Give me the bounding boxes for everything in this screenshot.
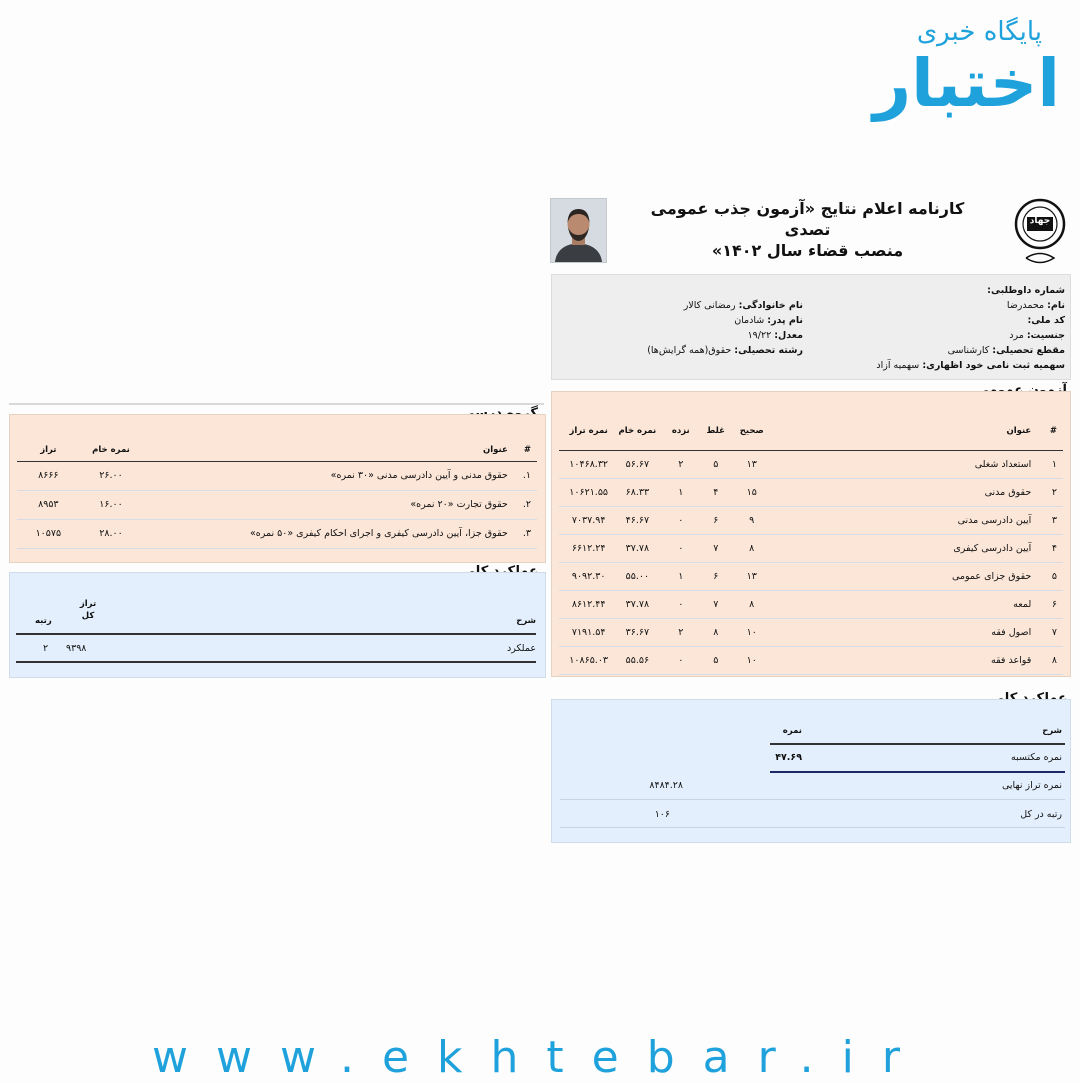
general-exam-panel bbox=[551, 391, 1071, 677]
father-name-label: نام پدر: bbox=[767, 315, 803, 326]
exam-cell-wrong: ۷ bbox=[713, 598, 719, 610]
exam-cell-raw: ۶۸.۳۳ bbox=[625, 486, 650, 498]
exam-cell-blank: ۰ bbox=[678, 654, 684, 666]
website-url[interactable]: www.ekhtebar.ir bbox=[152, 1032, 928, 1083]
last-name-value: رمضانی کالار bbox=[683, 300, 736, 311]
exam-cell-raw: ۵۶.۶۷ bbox=[625, 458, 650, 470]
candidate-photo bbox=[550, 198, 607, 263]
performance-score-header: نمره bbox=[782, 726, 802, 736]
table-row bbox=[559, 506, 1063, 534]
gpa bbox=[748, 330, 803, 341]
exam-cell-wrong: ۸ bbox=[713, 626, 719, 638]
row-divider bbox=[16, 661, 536, 663]
quota-value: سهمیه آزاد bbox=[876, 360, 920, 371]
exam-cell-correct: ۸ bbox=[749, 598, 755, 610]
exam-cell-blank: ۰ bbox=[678, 514, 684, 526]
col-standard: نمره تراز bbox=[559, 412, 618, 450]
group-cell-idx: ۲. bbox=[522, 499, 531, 510]
group-performance-panel bbox=[9, 572, 546, 678]
group-desc-header: شرح bbox=[516, 616, 536, 626]
col-raw: نمره خام bbox=[618, 412, 656, 450]
first-name-label: نام: bbox=[1047, 300, 1065, 311]
exam-cell-standard: ۶۶۱۲.۲۴ bbox=[571, 542, 606, 554]
exam-cell-correct: ۸ bbox=[749, 542, 755, 554]
report-title bbox=[640, 198, 975, 261]
exam-cell-idx: ۶ bbox=[1051, 598, 1057, 610]
exam-cell-subject: استعداد شغلی bbox=[974, 458, 1032, 470]
exam-cell-idx: ۲ bbox=[1051, 486, 1057, 498]
father-name bbox=[734, 315, 803, 326]
exam-cell-subject: آیین دادرسی کیفری bbox=[953, 542, 1032, 554]
group-cell-subject: حقوق تجارت «۲۰ نمره» bbox=[410, 499, 508, 510]
table-row bbox=[559, 478, 1063, 506]
general-exam-table bbox=[559, 412, 1063, 675]
earned-score-label: نمره مکتسبه bbox=[1010, 752, 1062, 763]
group-cell-standard: ۸۶۶۶ bbox=[38, 470, 59, 481]
exam-cell-wrong: ۵ bbox=[713, 458, 719, 470]
col-correct: صحیح bbox=[726, 412, 777, 450]
table-row bbox=[559, 618, 1063, 646]
col-subject: عنوان bbox=[777, 412, 1031, 450]
group-row-rank: ۲ bbox=[43, 643, 49, 654]
national-code-label: کد ملی: bbox=[1027, 315, 1065, 326]
general-performance-panel bbox=[551, 699, 1071, 843]
table-row bbox=[17, 519, 537, 548]
course-group-table bbox=[17, 439, 537, 549]
last-name bbox=[684, 300, 803, 311]
degree-value: کارشناسی bbox=[947, 345, 990, 356]
exam-cell-blank: ۱ bbox=[678, 486, 684, 498]
exam-cell-raw: ۵۵.۰۰ bbox=[625, 570, 650, 582]
table-row bbox=[559, 562, 1063, 590]
exam-cell-raw: ۳۷.۷۸ bbox=[625, 598, 650, 610]
last-name-label: نام خانوادگی: bbox=[738, 300, 803, 311]
exam-cell-subject: آیین دادرسی مدنی bbox=[957, 514, 1032, 526]
exam-cell-subject: حقوق جزای عمومی bbox=[951, 570, 1032, 582]
exam-cell-correct: ۱۰ bbox=[746, 654, 757, 666]
jahad-emblem-icon bbox=[1010, 197, 1070, 269]
quota bbox=[876, 360, 1065, 371]
gpa-label: معدل: bbox=[774, 330, 803, 341]
candidate-info-panel bbox=[551, 274, 1071, 380]
exam-cell-correct: ۱۰ bbox=[746, 626, 757, 638]
table-row bbox=[17, 490, 537, 519]
exam-cell-raw: ۳۶.۶۷ bbox=[625, 626, 650, 638]
group-total-header bbox=[78, 599, 98, 621]
exam-cell-subject: لمعه bbox=[1013, 598, 1032, 610]
group-cell-standard: ۸۹۵۳ bbox=[38, 499, 59, 510]
first-name-value: محمدرضا bbox=[1006, 300, 1045, 311]
exam-cell-wrong: ۵ bbox=[713, 654, 719, 666]
table-row bbox=[559, 534, 1063, 562]
exam-cell-correct: ۹ bbox=[749, 514, 755, 526]
gender bbox=[1009, 330, 1065, 341]
gpa-value: ۱۹/۲۲ bbox=[747, 330, 772, 341]
exam-cell-standard: ۸۶۱۲.۴۴ bbox=[571, 598, 606, 610]
volunteer-number bbox=[987, 285, 1065, 296]
header-divider bbox=[16, 633, 536, 635]
exam-cell-blank: ۲ bbox=[678, 458, 684, 470]
emblem-text: جهاد bbox=[1029, 216, 1051, 226]
group-row-label: عملکرد bbox=[506, 643, 536, 654]
exam-cell-idx: ۱ bbox=[1051, 458, 1057, 470]
exam-cell-correct: ۱۳ bbox=[746, 458, 757, 470]
exam-cell-blank: ۰ bbox=[678, 542, 684, 554]
exam-cell-standard: ۷۱۹۱.۵۴ bbox=[571, 626, 606, 638]
report-title-line2: منصب قضاء سال ۱۴۰۲» bbox=[711, 241, 904, 260]
exam-cell-blank: ۱ bbox=[678, 570, 684, 582]
group-cell-raw: ۲۸.۰۰ bbox=[99, 528, 123, 539]
group-row-total: ۹۳۹۸ bbox=[66, 643, 87, 654]
group-total-header-line2: کل bbox=[81, 611, 95, 621]
gender-label: جنسیت: bbox=[1026, 330, 1065, 341]
earned-score-value: ۴۷.۶۹ bbox=[775, 752, 802, 763]
volunteer-number-label: شماره داوطلبی: bbox=[987, 285, 1065, 296]
overall-rank-label: رتبه در کل bbox=[1020, 809, 1062, 820]
header-divider bbox=[770, 743, 1065, 745]
exam-cell-idx: ۳ bbox=[1051, 514, 1057, 526]
group-total-header-line1: تراز bbox=[79, 599, 97, 609]
field-of-study bbox=[647, 345, 803, 356]
group-cell-subject: حقوق جزا، آیین دادرسی کیفری و اجرای احکام کیفری «۵۰ نمره» bbox=[249, 528, 508, 539]
first-name bbox=[1007, 300, 1065, 311]
col-standard: تراز bbox=[17, 439, 80, 461]
exam-cell-standard: ۷۰۳۷.۹۴ bbox=[571, 514, 606, 526]
logo-subtitle: پایگاه خبری bbox=[916, 17, 1042, 47]
group-cell-idx: ۳. bbox=[522, 528, 531, 539]
table-header-row bbox=[559, 412, 1063, 450]
col-blank: نزده bbox=[656, 412, 705, 450]
col-subject: عنوان bbox=[142, 439, 507, 461]
exam-cell-raw: ۳۷.۷۸ bbox=[625, 542, 650, 554]
row-divider bbox=[560, 799, 1065, 800]
col-raw: نمره خام bbox=[80, 439, 143, 461]
col-wrong: غلط bbox=[705, 412, 726, 450]
table-row bbox=[559, 646, 1063, 674]
exam-cell-subject: اصول فقه bbox=[991, 626, 1032, 638]
exam-cell-idx: ۸ bbox=[1051, 654, 1057, 666]
group-cell-subject: حقوق مدنی و آیین دادرسی مدنی «۳۰ نمره» bbox=[330, 470, 508, 481]
exam-cell-subject: حقوق مدنی bbox=[984, 486, 1032, 498]
national-code bbox=[1028, 315, 1066, 326]
table-row bbox=[17, 461, 537, 490]
quota-label: سهمیه ثبت نامی خود اظهاری: bbox=[922, 360, 1065, 371]
field-label: رشته تحصیلی: bbox=[734, 345, 803, 356]
exam-cell-wrong: ۷ bbox=[713, 542, 719, 554]
field-value: حقوق(همه گرایش‌ها) bbox=[647, 345, 732, 356]
section-divider bbox=[9, 403, 544, 405]
father-name-value: شادمان bbox=[734, 315, 765, 326]
exam-cell-standard: ۱۰۶۲۱.۵۵ bbox=[569, 486, 609, 498]
exam-cell-correct: ۱۵ bbox=[746, 486, 757, 498]
exam-cell-correct: ۱۳ bbox=[746, 570, 757, 582]
exam-cell-blank: ۲ bbox=[678, 626, 684, 638]
table-header-row bbox=[17, 439, 537, 461]
group-rank-header: رتبه bbox=[35, 616, 52, 626]
table-row bbox=[559, 450, 1063, 478]
gender-value: مرد bbox=[1009, 330, 1024, 341]
earned-divider bbox=[770, 771, 1065, 773]
group-cell-standard: ۱۰۵۷۵ bbox=[35, 528, 62, 539]
logo-name: اختبار bbox=[873, 45, 1060, 122]
col-idx: # bbox=[1031, 412, 1063, 450]
exam-cell-idx: ۴ bbox=[1051, 542, 1057, 554]
exam-cell-wrong: ۴ bbox=[713, 486, 719, 498]
group-cell-raw: ۱۶.۰۰ bbox=[99, 499, 123, 510]
exam-cell-standard: ۱۰۸۶۵.۰۳ bbox=[569, 654, 609, 666]
exam-cell-wrong: ۶ bbox=[713, 514, 719, 526]
exam-cell-idx: ۵ bbox=[1051, 570, 1057, 582]
exam-cell-standard: ۹۰۹۲.۳۰ bbox=[571, 570, 606, 582]
exam-cell-wrong: ۶ bbox=[713, 570, 719, 582]
degree-label: مقطع تحصیلی: bbox=[992, 345, 1065, 356]
final-standard-value: ۸۴۸۴.۲۸ bbox=[649, 780, 683, 791]
exam-cell-standard: ۱۰۴۶۸.۳۲ bbox=[569, 458, 609, 470]
degree bbox=[948, 345, 1065, 356]
table-row bbox=[559, 590, 1063, 618]
group-cell-raw: ۲۶.۰۰ bbox=[99, 470, 123, 481]
exam-cell-idx: ۷ bbox=[1051, 626, 1057, 638]
report-title-line1: کارنامه اعلام نتایج «آزمون جذب عمومی تصدی bbox=[650, 199, 965, 239]
exam-cell-raw: ۵۵.۵۶ bbox=[625, 654, 650, 666]
exam-cell-subject: قواعد فقه bbox=[991, 654, 1032, 666]
exam-cell-raw: ۴۶.۶۷ bbox=[625, 514, 650, 526]
site-logo[interactable] bbox=[870, 15, 1070, 135]
exam-cell-blank: ۰ bbox=[678, 598, 684, 610]
course-group-panel bbox=[9, 414, 546, 563]
overall-rank-value: ۱۰۶ bbox=[654, 809, 670, 820]
group-cell-idx: ۱. bbox=[522, 470, 531, 481]
performance-desc-header: شرح bbox=[1042, 726, 1062, 736]
final-standard-label: نمره تراز نهایی bbox=[1002, 780, 1062, 791]
row-divider bbox=[560, 827, 1065, 828]
col-idx: # bbox=[508, 439, 537, 461]
